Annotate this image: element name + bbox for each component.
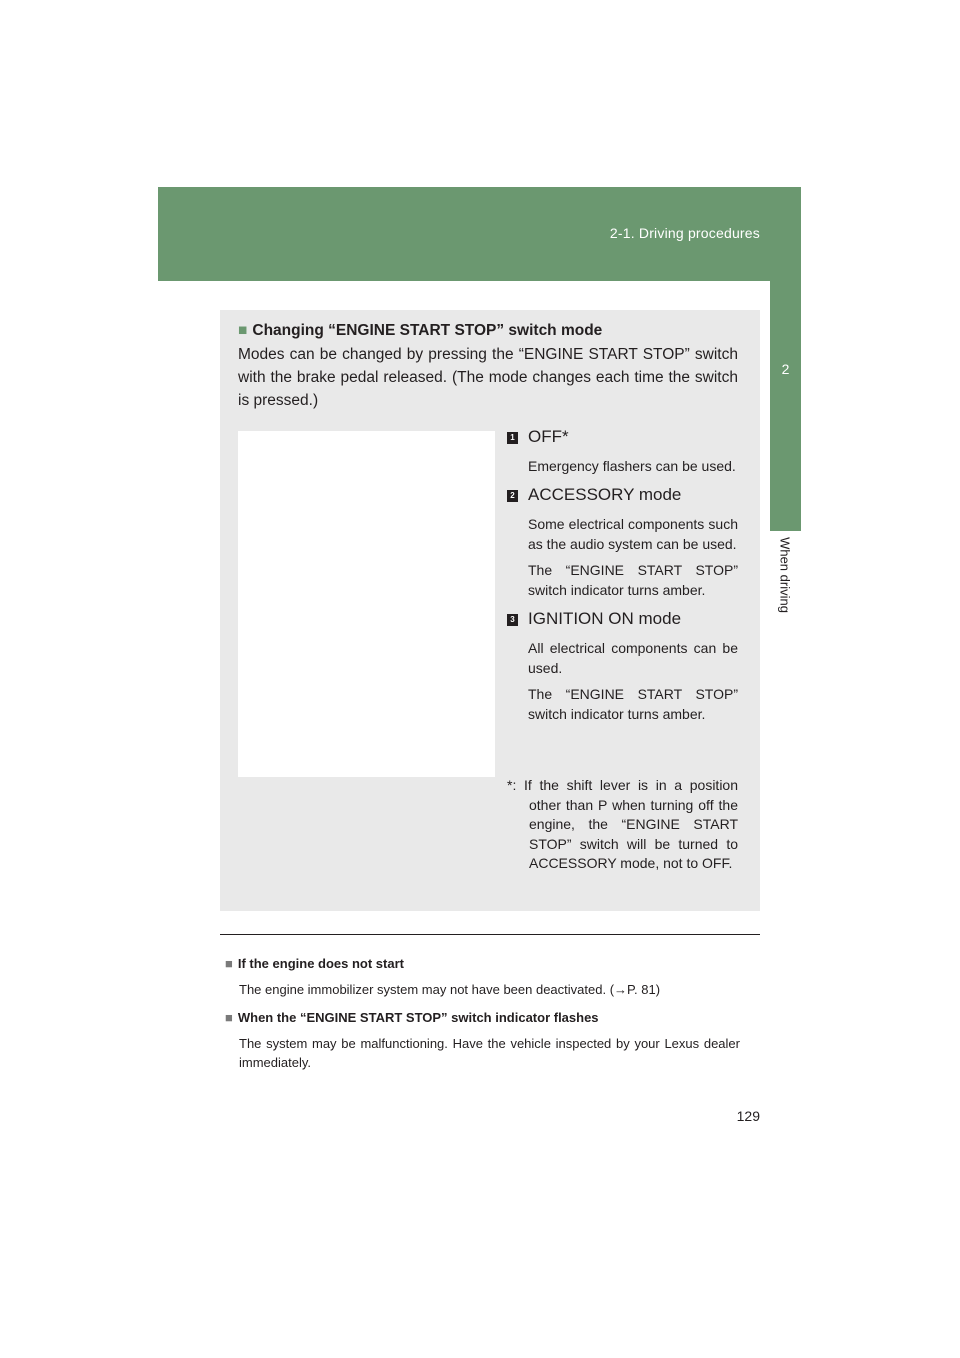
number-3-icon: 3 [507, 614, 518, 626]
switch-illustration [238, 431, 495, 777]
chapter-side-tab [770, 281, 801, 531]
note-heading-text: When the “ENGINE START STOP” switch indicator flashes [237, 1010, 599, 1025]
mode-description: Emergency flashers can be used. [528, 458, 736, 474]
section-divider [220, 934, 760, 935]
note-heading [225, 1009, 740, 1027]
mode-title: ACCESSORY mode [528, 485, 682, 504]
chapter-header-band [158, 187, 801, 281]
mode-description: The “ENGINE START STOP” switch indicator turns amber. [528, 562, 738, 598]
note-text: The engine immobilizer system may not have been deactivated. (→P. 81) [239, 982, 661, 997]
footnote: *: If the shift lever is in a position other than P when turning off the engine, the “ENGINE START STOP” switch will be turned to ACCESSORY mode, not to OFF. [507, 777, 738, 871]
mode-description: The “ENGINE START STOP” switch indicator turns amber. [528, 686, 738, 722]
mode-item-accessory [507, 484, 738, 600]
square-bullet-icon: ■ [225, 1010, 233, 1025]
chapter-label: When driving [777, 537, 793, 613]
mode-item-off [507, 426, 738, 476]
square-bullet-icon: ■ [238, 322, 248, 339]
mode-title: IGNITION ON mode [528, 609, 682, 628]
mode-description: Some electrical components such as the audio system can be used. [528, 516, 738, 552]
square-bullet-icon: ■ [225, 956, 233, 971]
panel-heading-text: Changing “ENGINE START STOP” switch mode [252, 322, 603, 339]
section-title: 2-1. Driving procedures [609, 225, 760, 241]
chapter-number: 2 [781, 361, 790, 377]
mode-description: All electrical components can be used. [528, 640, 738, 676]
notes-section [225, 955, 740, 1082]
mode-item-ignition-on [507, 608, 738, 724]
note-heading-text: If the engine does not start [237, 956, 404, 971]
number-2-icon: 2 [507, 490, 518, 502]
note-text: The system may be malfunctioning. Have the vehicle inspected by your Lexus dealer immediately. [239, 1036, 740, 1070]
panel-heading [238, 322, 602, 340]
mode-title: OFF* [528, 427, 569, 446]
number-1-icon: 1 [507, 432, 518, 444]
switch-mode-panel [220, 310, 760, 911]
mode-list [507, 426, 738, 732]
note-heading [225, 955, 740, 973]
panel-intro: Modes can be changed by pressing the “ENGINE START STOP” switch with the brake pedal released. (The mode changes each time the switch is pressed.) [238, 346, 738, 409]
page-number: 129 [736, 1108, 760, 1124]
